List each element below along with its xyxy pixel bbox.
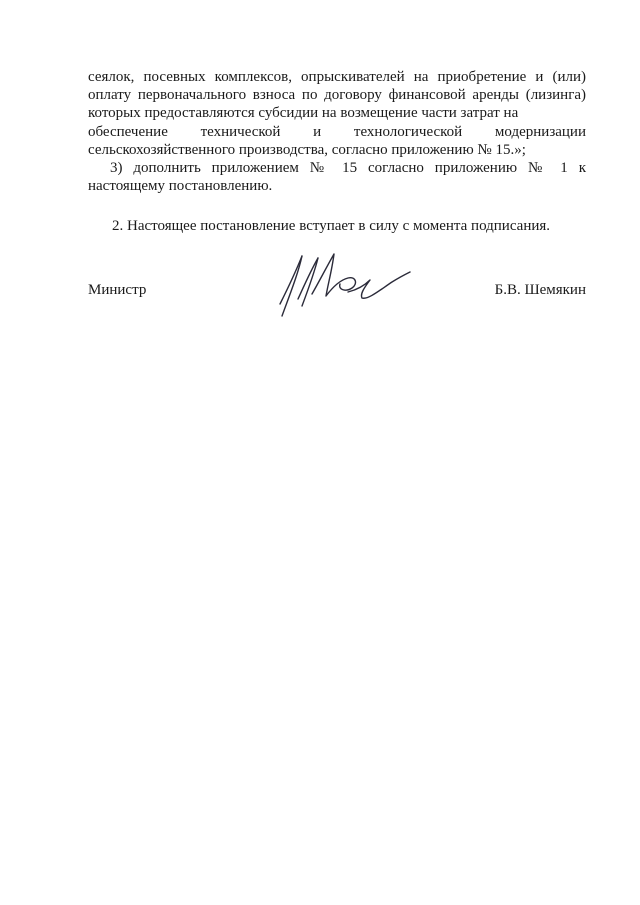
text-line: настоящему постановлению. [88, 178, 273, 195]
word: и [313, 123, 322, 140]
text-line: 3) дополнить приложением № 15 согласно приложению № 1 к [110, 160, 586, 177]
word: обеспечение [88, 123, 168, 140]
paragraph-continuation [88, 68, 586, 123]
text-line: сельскохозяйственного производства, согласно приложению № 15.»; [88, 141, 526, 158]
word: модернизации [494, 123, 586, 140]
text-line: которых предоставляются субсидии на возмещение части затрат на [88, 105, 519, 122]
handwritten-signature [268, 244, 418, 324]
word: технической [200, 123, 281, 140]
text-line: сеялок, посевных комплексов, опрыскивателей на приобретение и (или) [88, 69, 586, 85]
document-body [88, 68, 586, 236]
word: технологической [353, 123, 463, 140]
item-3-paragraph [88, 159, 586, 195]
position-title: Министр [88, 282, 147, 298]
clause-2-paragraph: 2. Настоящее постановление вступает в силу с момента подписания. [112, 218, 551, 235]
signatory-name: Б.В. Шемякин [494, 282, 586, 298]
paragraph-last-line [88, 141, 586, 159]
text-line: оплату первоначального взноса по договору финансовой аренды (лизинга) [88, 87, 586, 104]
justified-line [88, 123, 586, 141]
